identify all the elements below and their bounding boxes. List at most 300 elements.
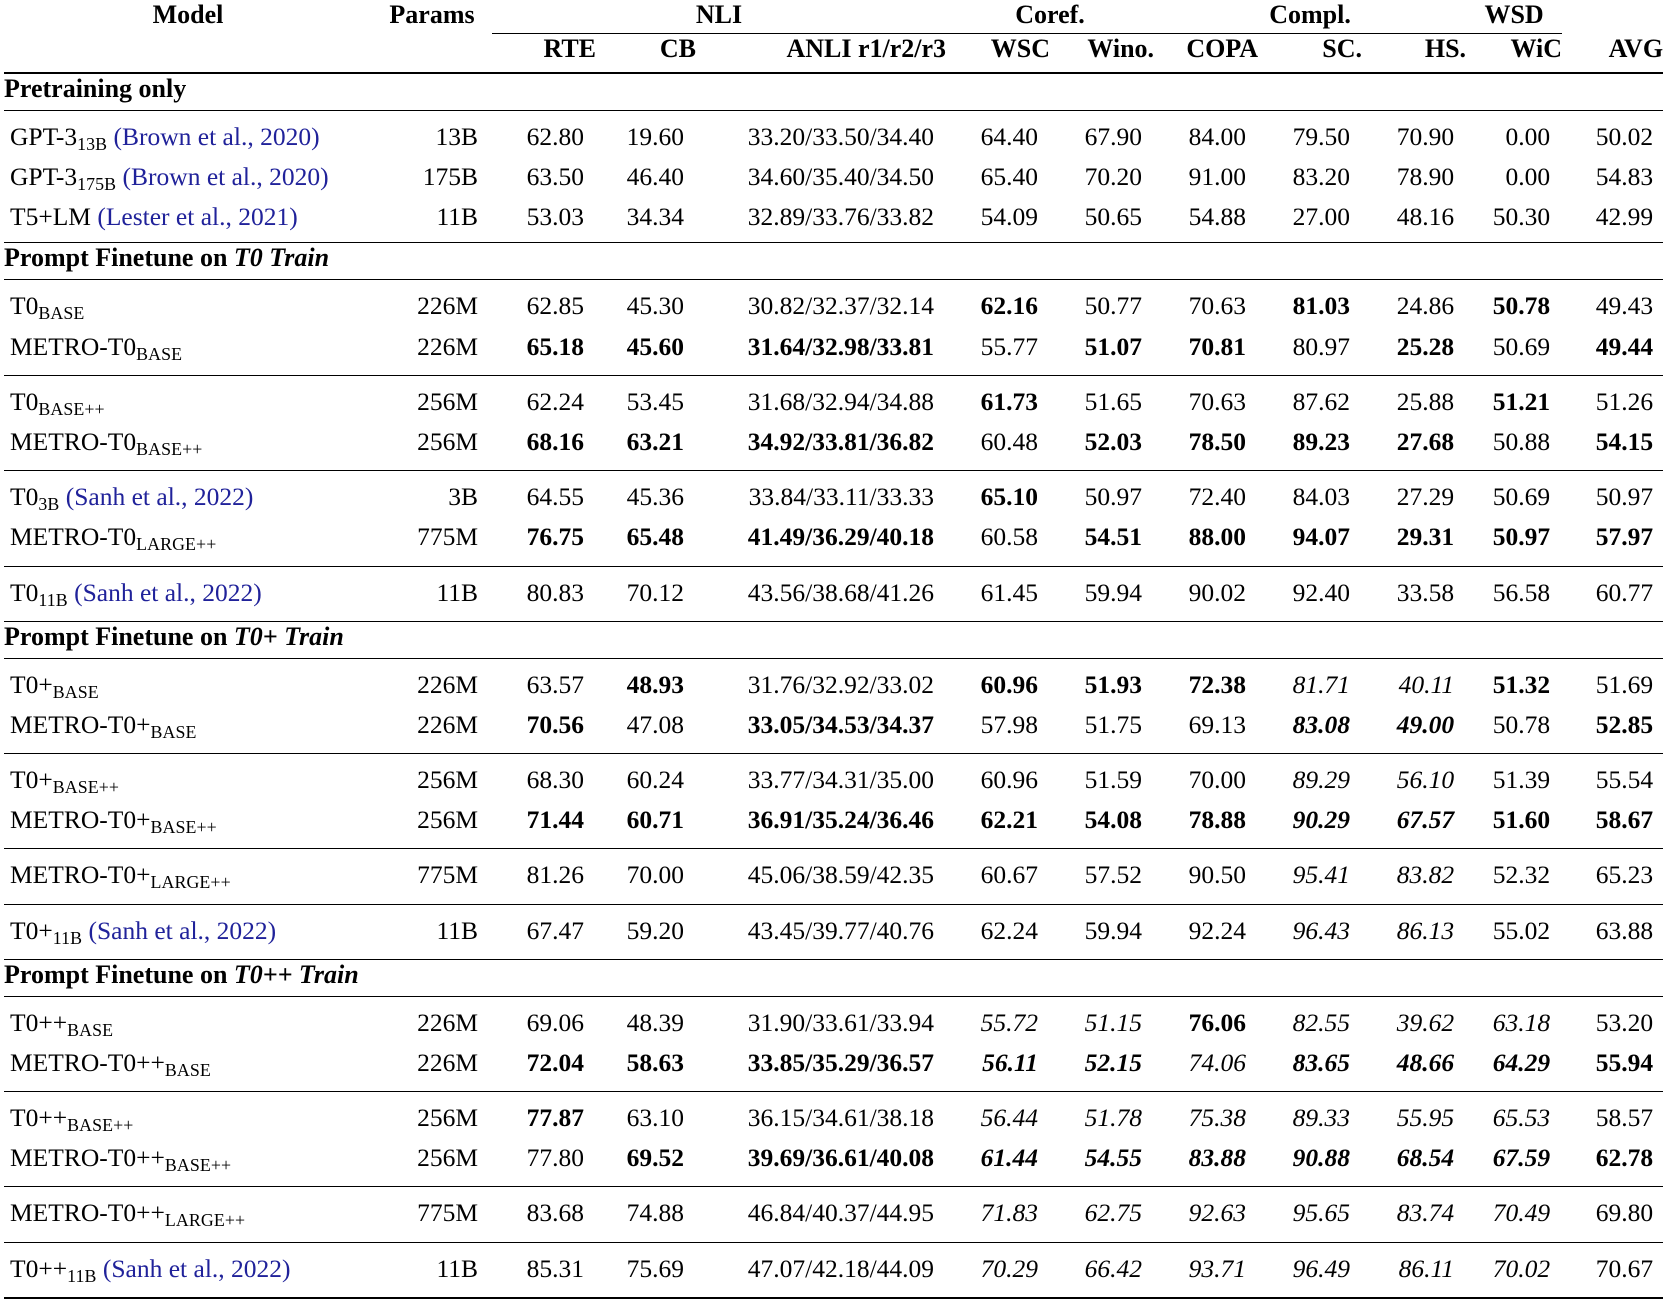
cell-hs: 68.54 [1396,1143,1455,1173]
cell-wic: 63.18 [1492,1007,1551,1037]
cell-wic: 50.97 [1492,522,1551,552]
cell-avg: 50.02 [1595,122,1654,151]
model-name-main: METRO-T0 [10,522,137,552]
cell-copa: 91.00 [1188,162,1247,192]
cell-cb: 34.34 [626,202,684,232]
model-name-main: METRO-T0+ [10,860,151,890]
cell-wic: 51.39 [1492,765,1551,795]
cell-sc: 81.71 [1292,669,1351,699]
model-name-subscript: BASE [67,1019,114,1040]
cell-model-name [4,754,372,802]
cell-anli: 43.45/39.77/40.76 [747,915,935,945]
table-row[interactable] [4,1242,1663,1297]
cell-params: 775M [417,1198,478,1228]
cell-rte: 68.16 [526,427,584,456]
cell-anli: 45.06/38.59/42.35 [747,860,935,890]
cell-anli: 34.60/35.40/34.50 [747,162,935,192]
cell-copa: 93.71 [1188,1253,1247,1283]
cell-sc: 90.88 [1292,1143,1351,1173]
cell-cb: 69.52 [626,1143,684,1173]
model-name-main: METRO-T0+ [10,709,151,739]
cell-wsc: 55.77 [980,331,1039,361]
cell-avg: 58.67 [1595,805,1654,835]
model-name-subscript: BASE++ [164,1155,232,1176]
citation-link[interactable]: (Lester et al., 2021) [97,202,298,232]
cell-wic: 50.69 [1492,482,1551,512]
cell-wino: 51.15 [1084,1007,1143,1037]
cell-avg: 50.97 [1595,482,1654,512]
cell-sc: 80.97 [1292,331,1351,361]
cell-wic: 64.29 [1492,1047,1551,1077]
cell-wino: 51.07 [1084,331,1143,361]
cell-cb: 59.20 [626,915,684,945]
citation-link[interactable]: (Sanh et al., 2022) [74,577,262,607]
cell-model-name [4,328,372,375]
cell-hs: 24.86 [1396,291,1455,321]
cell-anli: 33.84/33.11/33.33 [748,482,935,512]
table-row[interactable] [4,111,1663,159]
cell-wic: 50.69 [1492,331,1551,361]
cell-sc: 83.20 [1292,162,1351,192]
section-title-dataset: T0+ Train [233,621,344,651]
cell-copa: 70.63 [1188,291,1247,321]
cell-hs: 78.90 [1396,162,1455,192]
cell-params: 226M [417,331,478,361]
cell-anli: 33.20/33.50/34.40 [747,122,935,151]
column-header-cb: CB [659,34,696,63]
cell-wic: 50.78 [1492,709,1551,739]
model-name-main: T0 [10,577,39,607]
cell-wino: 70.20 [1084,162,1143,192]
cell-avg: 53.20 [1595,1007,1654,1037]
cell-anli: 36.91/35.24/36.46 [747,805,935,835]
model-name-main: GPT-3 [10,162,78,192]
cell-model-name [4,375,372,423]
cell-wsc: 60.67 [980,860,1039,890]
cell-params: 256M [417,1103,478,1133]
cell-wino: 50.97 [1084,482,1143,512]
cell-hs: 49.00 [1396,709,1455,739]
cell-wic: 50.30 [1492,202,1551,232]
cell-wic: 0.00 [1505,162,1551,192]
cell-hs: 33.58 [1396,577,1455,607]
model-name-subscript: BASE++ [150,817,217,838]
table-row[interactable] [4,996,1663,1044]
cell-copa: 92.63 [1188,1198,1247,1228]
cell-rte: 70.56 [526,709,584,739]
cell-hs: 86.13 [1396,915,1455,945]
cell-wino: 66.42 [1084,1253,1143,1283]
cell-wsc: 61.45 [980,577,1039,607]
cell-wsc: 56.44 [980,1103,1039,1133]
cell-rte: 77.87 [526,1103,584,1133]
cell-wsc: 62.21 [980,805,1039,835]
cell-cb: 75.69 [626,1253,684,1283]
cell-sc: 95.65 [1292,1198,1351,1228]
cell-wino: 54.08 [1084,805,1143,835]
cell-model-name [4,996,372,1044]
cell-copa: 54.88 [1188,202,1247,232]
cell-anli: 33.05/34.53/34.37 [747,709,935,739]
model-name-subscript: BASE [38,303,85,324]
cell-avg: 42.99 [1595,202,1654,232]
model-name-subscript: 11B [38,589,68,610]
table-row[interactable] [4,198,1663,242]
cell-avg: 60.77 [1595,577,1654,607]
cell-avg: 65.23 [1595,860,1654,890]
model-name-subscript: LARGE++ [164,1210,246,1231]
cell-sc: 89.23 [1292,427,1351,456]
cell-model-name [4,1242,372,1297]
table-row[interactable] [4,328,1663,375]
cell-wic: 65.53 [1492,1103,1551,1133]
model-name-subscript: 11B [67,1265,97,1286]
model-name-main: T0+ [10,669,53,699]
section-title-text: Prompt Finetune on [4,243,234,273]
cell-hs: 27.29 [1396,482,1455,512]
cell-cb: 48.93 [626,669,684,699]
table-row[interactable] [4,158,1663,198]
cell-hs: 83.82 [1396,860,1455,890]
table-row[interactable] [4,904,1663,959]
cell-copa: 76.06 [1188,1007,1247,1037]
cell-params: 256M [417,1143,478,1173]
cell-params: 226M [417,1007,478,1037]
cell-anli: 39.69/36.61/40.08 [747,1143,935,1173]
cell-wic: 51.60 [1492,805,1551,835]
citation-link[interactable]: (Sanh et al., 2022) [88,915,277,945]
model-name-subscript: BASE++ [52,777,120,798]
section-end-rule-prompt-finetune-t0plusplus-train [4,1297,1663,1298]
cell-params: 256M [417,427,478,456]
cell-sc: 83.08 [1292,709,1351,739]
cell-wsc: 57.98 [980,709,1039,739]
cell-cb: 45.60 [626,331,684,361]
table-row[interactable] [4,706,1663,753]
section-title-text: Pretraining only [4,74,187,103]
cell-avg: 55.54 [1595,765,1654,795]
cell-sc: 87.62 [1292,386,1351,416]
cell-wsc: 56.11 [982,1047,1039,1077]
column-header-rte: RTE [543,34,596,63]
model-name-subscript: BASE [136,343,183,364]
cell-wino: 57.52 [1084,860,1143,890]
table-row[interactable] [4,1044,1663,1091]
cell-wic: 50.78 [1492,291,1551,321]
table-row[interactable] [4,518,1663,565]
table-body [4,73,1663,1298]
table-row[interactable] [4,754,1663,802]
cell-avg: 51.26 [1595,386,1654,416]
cell-anli: 33.85/35.29/36.57 [747,1047,935,1077]
column-header-model: Model [152,0,224,29]
cell-copa: 84.00 [1188,122,1247,151]
citation-link[interactable]: (Brown et al., 2020) [122,162,329,192]
cell-sc: 81.03 [1292,291,1351,321]
cell-hs: 56.10 [1396,765,1455,795]
section-title-dataset: T0++ Train [233,959,359,989]
cell-model-name [4,706,372,753]
cell-rte: 77.80 [526,1143,584,1173]
cell-hs: 86.11 [1398,1253,1455,1283]
cell-rte: 53.03 [526,202,584,232]
cell-wsc: 71.83 [980,1198,1039,1228]
cell-copa: 78.50 [1188,427,1247,456]
cell-wic: 50.88 [1492,427,1551,456]
cell-rte: 65.18 [526,331,584,361]
cell-rte: 64.55 [526,482,584,512]
cell-avg: 63.88 [1595,915,1654,945]
cell-anli: 33.77/34.31/35.00 [747,765,935,795]
model-name-main: T0 [10,386,39,416]
column-header-wic: WiC [1510,34,1563,63]
cell-wsc: 61.44 [980,1143,1039,1173]
cell-copa: 72.38 [1188,669,1247,699]
model-name-main: T0+ [10,765,53,795]
cell-hs: 83.74 [1396,1198,1455,1228]
cell-cb: 46.40 [626,162,684,192]
cell-avg: 69.80 [1595,1198,1654,1228]
table-row[interactable] [4,375,1663,423]
group-header-wsd: WSD [1466,0,1562,34]
cell-cb: 58.63 [626,1047,684,1077]
section-header-prompt-finetune-t0plusplus-train [4,959,1663,996]
cell-cb: 74.88 [626,1198,684,1228]
cell-hs: 25.88 [1396,386,1455,416]
column-header-params: Params [389,0,475,29]
cell-wic: 51.32 [1492,669,1551,699]
cell-params: 226M [417,1047,478,1077]
cell-hs: 27.68 [1396,427,1455,456]
model-name-subscript: 175B [77,174,117,195]
cell-model-name [4,1044,372,1091]
cell-copa: 72.40 [1188,482,1247,512]
model-name-subscript: BASE++ [136,438,203,459]
column-header-wsc: WSC [990,34,1051,63]
column-header-anli: ANLI r1/r2/r3 [786,34,947,63]
cell-avg: 49.43 [1595,291,1654,321]
cell-params: 256M [417,765,478,795]
cell-rte: 62.24 [526,386,584,416]
cell-wic: 70.02 [1492,1253,1551,1283]
cell-anli: 36.15/34.61/38.18 [747,1103,935,1133]
cell-params: 13B [435,122,478,151]
model-name-main: METRO-T0++ [10,1047,165,1077]
cell-wsc: 65.10 [980,482,1039,512]
cell-anli: 47.07/42.18/44.09 [747,1253,935,1283]
citation-link[interactable]: (Sanh et al., 2022) [65,482,254,512]
citation-link[interactable]: (Brown et al., 2020) [113,122,320,151]
cell-sc: 89.29 [1292,765,1351,795]
model-name-main: T0 [10,482,39,512]
column-header-copa: COPA [1186,34,1259,63]
model-name-main: GPT-3 [10,122,78,151]
cell-sc: 89.33 [1292,1103,1351,1133]
cell-anli: 46.84/40.37/44.95 [747,1198,935,1228]
cell-params: 11B [436,915,478,945]
model-name-main: T0++ [10,1253,68,1283]
cell-wsc: 64.40 [980,122,1039,151]
cell-copa: 70.63 [1188,386,1247,416]
cell-avg: 51.69 [1595,669,1654,699]
cell-sc: 90.29 [1292,805,1351,835]
table-row[interactable] [4,423,1663,470]
cell-cb: 45.30 [626,291,684,321]
cell-params: 175B [422,162,478,192]
cell-params: 226M [417,669,478,699]
table-row[interactable] [4,801,1663,848]
cell-hs: 48.66 [1396,1047,1455,1077]
cell-hs: 40.11 [1398,669,1455,699]
cell-copa: 74.06 [1188,1047,1247,1077]
table-row[interactable] [4,1139,1663,1186]
model-name-main: METRO-T0 [10,427,137,456]
cell-avg: 49.44 [1595,331,1654,361]
cell-hs: 48.16 [1396,202,1455,232]
model-name-main: METRO-T0 [10,331,137,361]
cell-copa: 70.81 [1188,331,1247,361]
cell-anli: 31.76/32.92/33.02 [747,669,935,699]
cell-cb: 53.45 [626,386,684,416]
cell-anli: 31.64/32.98/33.81 [747,331,935,361]
citation-link[interactable]: (Sanh et al., 2022) [102,1253,291,1283]
cell-anli: 31.90/33.61/33.94 [747,1007,935,1037]
cell-copa: 78.88 [1188,805,1247,835]
cell-wic: 67.59 [1492,1143,1551,1173]
cell-wino: 50.65 [1084,202,1143,232]
cell-model-name [4,280,372,328]
cell-rte: 69.06 [526,1007,584,1037]
cell-wsc: 54.09 [980,202,1039,232]
cell-wic: 51.21 [1492,386,1551,416]
cell-params: 11B [436,577,478,607]
section-title-dataset: T0 Train [233,243,330,273]
cell-avg: 52.85 [1595,709,1654,739]
cell-rte: 71.44 [526,805,584,835]
cell-wino: 50.77 [1084,291,1143,321]
cell-model-name [4,849,372,904]
model-name-main: METRO-T0++ [10,1143,165,1173]
cell-cb: 65.48 [626,522,684,552]
cell-copa: 69.13 [1188,709,1247,739]
cell-avg: 58.57 [1595,1103,1654,1133]
cell-avg: 57.97 [1595,522,1654,552]
cell-model-name [4,518,372,565]
cell-model-name [4,158,372,198]
cell-rte: 63.50 [526,162,584,192]
cell-hs: 55.95 [1396,1103,1455,1133]
cell-anli: 32.89/33.76/33.82 [747,202,935,232]
table-row[interactable] [4,471,1663,519]
cell-sc: 83.65 [1292,1047,1351,1077]
cell-rte: 76.75 [526,522,584,552]
group-header-coref: Coref. [946,0,1154,34]
cell-model-name [4,1139,372,1186]
cell-wic: 52.32 [1492,860,1551,890]
cell-model-name [4,198,372,242]
model-name-subscript: LARGE++ [150,872,231,893]
section-title-text: Prompt Finetune on [4,621,234,651]
cell-rte: 72.04 [526,1047,584,1077]
cell-wsc: 60.58 [980,522,1039,552]
cell-sc: 79.50 [1292,122,1351,151]
model-name-main: T0 [10,291,39,321]
table-row[interactable] [4,280,1663,328]
model-name-main: T5+LM [10,202,91,232]
cell-wsc: 61.73 [980,386,1039,416]
cell-copa: 90.02 [1188,577,1247,607]
cell-wsc: 60.96 [980,669,1039,699]
cell-params: 3B [448,482,478,512]
cell-cb: 63.10 [626,1103,684,1133]
cell-avg: 54.15 [1595,427,1654,456]
section-title-text: Prompt Finetune on [4,959,234,989]
cell-wino: 59.94 [1084,915,1143,945]
model-name-subscript: LARGE++ [136,534,217,555]
model-name-subscript: 3B [38,494,60,515]
cell-wino: 51.75 [1084,709,1143,739]
model-name-main: T0+ [10,915,53,945]
table-row[interactable] [4,1092,1663,1140]
cell-sc: 96.43 [1292,915,1351,945]
table-row[interactable] [4,849,1663,904]
cell-hs: 25.28 [1396,331,1455,361]
cell-wic: 55.02 [1492,915,1551,945]
cell-wsc: 62.16 [980,291,1039,321]
model-name-subscript: BASE [52,681,99,702]
cell-sc: 84.03 [1292,482,1351,512]
table-row[interactable] [4,658,1663,706]
cell-model-name [4,1187,372,1242]
table-row[interactable] [4,1187,1663,1242]
cell-rte: 81.26 [526,860,584,890]
cell-model-name [4,566,372,621]
cell-params: 256M [417,386,478,416]
model-name-main: T0++ [10,1103,68,1133]
cell-model-name [4,658,372,706]
cell-wino: 59.94 [1084,577,1143,607]
group-header-nli: NLI [492,0,946,34]
cell-avg: 62.78 [1595,1143,1654,1173]
cell-wino: 51.59 [1084,765,1143,795]
section-header-pretraining-only [4,73,1663,110]
model-name-main: METRO-T0+ [10,805,151,835]
cell-params: 226M [417,709,478,739]
cell-cb: 70.00 [626,860,684,890]
cell-copa: 92.24 [1188,915,1247,945]
section-header-prompt-finetune-t0-train [4,243,1663,280]
cell-model-name [4,111,372,159]
cell-wino: 52.03 [1084,427,1143,456]
cell-copa: 75.38 [1188,1103,1247,1133]
cell-sc: 96.49 [1292,1253,1351,1283]
cell-wsc: 55.72 [980,1007,1039,1037]
table-row[interactable] [4,566,1663,621]
cell-anli: 30.82/32.37/32.14 [747,291,935,321]
cell-wsc: 62.24 [980,915,1039,945]
cell-model-name [4,801,372,848]
cell-wsc: 70.29 [980,1253,1039,1283]
cell-wic: 70.49 [1492,1198,1551,1228]
cell-cb: 19.60 [626,122,684,151]
cell-sc: 95.41 [1292,860,1351,890]
cell-anli: 41.49/36.29/40.18 [747,522,935,552]
cell-copa: 90.50 [1188,860,1247,890]
cell-cb: 48.39 [626,1007,684,1037]
cell-anli: 34.92/33.81/36.82 [747,427,935,456]
cell-wsc: 60.48 [980,427,1039,456]
cell-rte: 62.85 [526,291,584,321]
